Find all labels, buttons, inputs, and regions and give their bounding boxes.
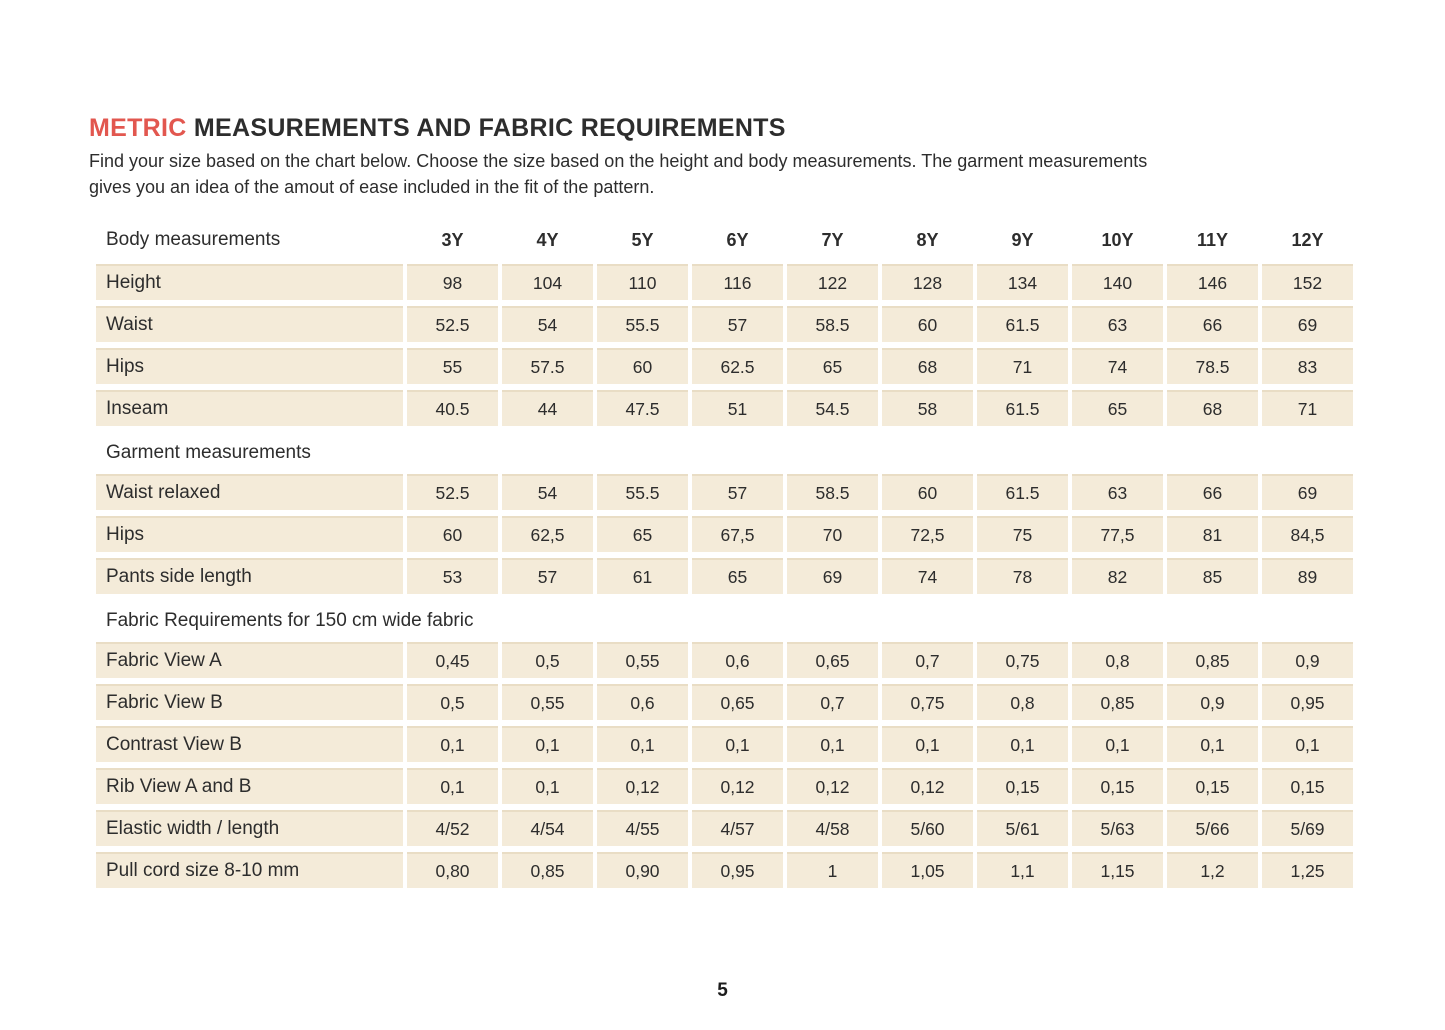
size-column-header: 11Y [1196, 229, 1229, 250]
row-label-cell: Elastic width / length [96, 810, 403, 846]
value-cell: 0,80 [407, 852, 498, 888]
value-cell: 68 [882, 348, 973, 384]
value-cell: 57 [692, 474, 783, 510]
section-header: Fabric Requirements for 150 cm wide fabric [106, 610, 474, 631]
value-cell: 0,12 [597, 768, 688, 804]
value-cell: 1,05 [882, 852, 973, 888]
value-cell: 69 [1262, 306, 1353, 342]
table-row [96, 264, 1353, 300]
section-header: Garment measurements [106, 442, 311, 463]
row-label-cell: Pants side length [96, 558, 403, 594]
value-cell: 0,55 [502, 684, 593, 720]
value-cell: 0,85 [1167, 642, 1258, 678]
value-cell: 75 [977, 516, 1068, 552]
value-cell: 0,1 [787, 726, 878, 762]
value-cell: 128 [882, 264, 973, 300]
value-cell: 44 [502, 390, 593, 426]
row-label-cell: Pull cord size 8-10 mm [96, 852, 403, 888]
value-cell: 62,5 [502, 516, 593, 552]
value-cell: 78.5 [1167, 348, 1258, 384]
value-cell: 0,7 [787, 684, 878, 720]
value-cell: 66 [1167, 306, 1258, 342]
value-cell: 0,9 [1167, 684, 1258, 720]
value-cell: 69 [1262, 474, 1353, 510]
size-column-header: 8Y [916, 229, 939, 250]
value-cell: 134 [977, 264, 1068, 300]
row-label-cell: Fabric View B [96, 684, 403, 720]
value-cell: 0,5 [407, 684, 498, 720]
value-cell: 0,8 [977, 684, 1068, 720]
size-column-header: 10Y [1101, 229, 1134, 250]
value-cell: 0,65 [787, 642, 878, 678]
value-cell: 57.5 [502, 348, 593, 384]
title-rest: MEASUREMENTS AND FABRIC REQUIREMENTS [186, 114, 786, 142]
value-cell: 55.5 [597, 306, 688, 342]
value-cell: 65 [692, 558, 783, 594]
row-label-cell: Waist relaxed [96, 474, 403, 510]
value-cell: 57 [692, 306, 783, 342]
value-cell: 70 [787, 516, 878, 552]
value-cell: 0,55 [597, 642, 688, 678]
value-cell: 71 [1262, 390, 1353, 426]
size-column-header: 7Y [821, 229, 844, 250]
row-label-cell: Hips [96, 348, 403, 384]
value-cell: 61.5 [977, 474, 1068, 510]
value-cell: 0,8 [1072, 642, 1163, 678]
value-cell: 0,1 [502, 768, 593, 804]
section-header-body-measurements: Body measurements [106, 229, 281, 250]
value-cell: 4/52 [407, 810, 498, 846]
table-row [96, 768, 1353, 804]
value-cell: 54 [502, 474, 593, 510]
value-cell: 0,15 [1072, 768, 1163, 804]
value-cell: 4/54 [502, 810, 593, 846]
value-cell: 68 [1167, 390, 1258, 426]
value-cell: 0,85 [502, 852, 593, 888]
value-cell: 0,75 [977, 642, 1068, 678]
value-cell: 89 [1262, 558, 1353, 594]
value-cell: 52.5 [407, 306, 498, 342]
value-cell: 0,12 [882, 768, 973, 804]
value-cell: 85 [1167, 558, 1258, 594]
measurement-table [96, 222, 1353, 888]
intro-text [89, 148, 1356, 200]
value-cell: 0,15 [1262, 768, 1353, 804]
value-cell: 65 [1072, 390, 1163, 426]
value-cell: 1,15 [1072, 852, 1163, 888]
page-title [89, 114, 1356, 142]
value-cell: 1,1 [977, 852, 1068, 888]
value-cell: 0,15 [1167, 768, 1258, 804]
value-cell: 98 [407, 264, 498, 300]
value-cell: 1,25 [1262, 852, 1353, 888]
table-row [96, 516, 1353, 552]
row-label-cell: Rib View A and B [96, 768, 403, 804]
size-column-header: 5Y [631, 229, 654, 250]
value-cell: 0,7 [882, 642, 973, 678]
value-cell: 53 [407, 558, 498, 594]
value-cell: 1 [787, 852, 878, 888]
value-cell: 0,1 [882, 726, 973, 762]
row-label-cell: Waist [96, 306, 403, 342]
value-cell: 5/69 [1262, 810, 1353, 846]
value-cell: 116 [692, 264, 783, 300]
size-column-header: 4Y [536, 229, 559, 250]
value-cell: 63 [1072, 306, 1163, 342]
value-cell: 65 [597, 516, 688, 552]
value-cell: 0,6 [692, 642, 783, 678]
value-cell: 0,5 [502, 642, 593, 678]
value-cell: 104 [502, 264, 593, 300]
value-cell: 63 [1072, 474, 1163, 510]
value-cell: 54.5 [787, 390, 878, 426]
value-cell: 55.5 [597, 474, 688, 510]
value-cell: 61.5 [977, 390, 1068, 426]
value-cell: 110 [597, 264, 688, 300]
value-cell: 83 [1262, 348, 1353, 384]
value-cell: 0,1 [692, 726, 783, 762]
value-cell: 58 [882, 390, 973, 426]
size-column-header: 6Y [726, 229, 749, 250]
value-cell: 71 [977, 348, 1068, 384]
value-cell: 0,65 [692, 684, 783, 720]
value-cell: 152 [1262, 264, 1353, 300]
table-row [96, 852, 1353, 888]
value-cell: 58.5 [787, 474, 878, 510]
page-number: 5 [717, 980, 728, 1001]
intro-line-1: Find your size based on the chart below. Choose the size based on the height and body measurements. The garment measurements [89, 151, 1148, 171]
value-cell: 0,1 [1262, 726, 1353, 762]
table-row [96, 642, 1353, 678]
value-cell: 61.5 [977, 306, 1068, 342]
value-cell: 0,1 [1072, 726, 1163, 762]
table-row [96, 810, 1353, 846]
value-cell: 0,12 [787, 768, 878, 804]
value-cell: 0,75 [882, 684, 973, 720]
value-cell: 146 [1167, 264, 1258, 300]
table-header-row [96, 222, 1353, 258]
value-cell: 0,1 [407, 768, 498, 804]
value-cell: 0,45 [407, 642, 498, 678]
table-row [96, 726, 1353, 762]
value-cell: 5/63 [1072, 810, 1163, 846]
value-cell: 5/60 [882, 810, 973, 846]
value-cell: 72,5 [882, 516, 973, 552]
value-cell: 74 [1072, 348, 1163, 384]
table-row [96, 474, 1353, 510]
value-cell: 40.5 [407, 390, 498, 426]
value-cell: 0,1 [502, 726, 593, 762]
value-cell: 4/58 [787, 810, 878, 846]
value-cell: 4/55 [597, 810, 688, 846]
value-cell: 0,6 [597, 684, 688, 720]
value-cell: 62.5 [692, 348, 783, 384]
size-column-header: 12Y [1291, 229, 1324, 250]
value-cell: 58.5 [787, 306, 878, 342]
value-cell: 0,95 [692, 852, 783, 888]
value-cell: 0,1 [977, 726, 1068, 762]
value-cell: 84,5 [1262, 516, 1353, 552]
row-label-cell: Inseam [96, 390, 403, 426]
value-cell: 54 [502, 306, 593, 342]
value-cell: 60 [407, 516, 498, 552]
row-label-cell: Fabric View A [96, 642, 403, 678]
value-cell: 0,15 [977, 768, 1068, 804]
value-cell: 66 [1167, 474, 1258, 510]
value-cell: 78 [977, 558, 1068, 594]
row-label-cell: Contrast View B [96, 726, 403, 762]
value-cell: 52.5 [407, 474, 498, 510]
value-cell: 67,5 [692, 516, 783, 552]
value-cell: 1,2 [1167, 852, 1258, 888]
value-cell: 81 [1167, 516, 1258, 552]
value-cell: 0,9 [1262, 642, 1353, 678]
value-cell: 122 [787, 264, 878, 300]
value-cell: 65 [787, 348, 878, 384]
table-row [96, 306, 1353, 342]
table-row [96, 390, 1353, 426]
value-cell: 0,12 [692, 768, 783, 804]
value-cell: 47.5 [597, 390, 688, 426]
value-cell: 4/57 [692, 810, 783, 846]
value-cell: 0,90 [597, 852, 688, 888]
table-row [96, 348, 1353, 384]
value-cell: 0,95 [1262, 684, 1353, 720]
value-cell: 60 [882, 474, 973, 510]
value-cell: 0,1 [1167, 726, 1258, 762]
title-accent: METRIC [89, 114, 187, 142]
value-cell: 69 [787, 558, 878, 594]
value-cell: 0,1 [407, 726, 498, 762]
row-label-cell: Height [96, 264, 403, 300]
value-cell: 55 [407, 348, 498, 384]
intro-line-2: gives you an idea of the amout of ease included in the fit of the pattern. [89, 177, 655, 197]
size-column-header: 9Y [1011, 229, 1034, 250]
value-cell: 60 [882, 306, 973, 342]
value-cell: 0,85 [1072, 684, 1163, 720]
size-column-header: 3Y [441, 229, 464, 250]
value-cell: 0,1 [597, 726, 688, 762]
row-label-cell: Hips [96, 516, 403, 552]
table-row [96, 558, 1353, 594]
value-cell: 5/61 [977, 810, 1068, 846]
value-cell: 74 [882, 558, 973, 594]
value-cell: 140 [1072, 264, 1163, 300]
table-row [96, 684, 1353, 720]
value-cell: 51 [692, 390, 783, 426]
value-cell: 57 [502, 558, 593, 594]
value-cell: 61 [597, 558, 688, 594]
value-cell: 77,5 [1072, 516, 1163, 552]
value-cell: 82 [1072, 558, 1163, 594]
value-cell: 5/66 [1167, 810, 1258, 846]
value-cell: 60 [597, 348, 688, 384]
